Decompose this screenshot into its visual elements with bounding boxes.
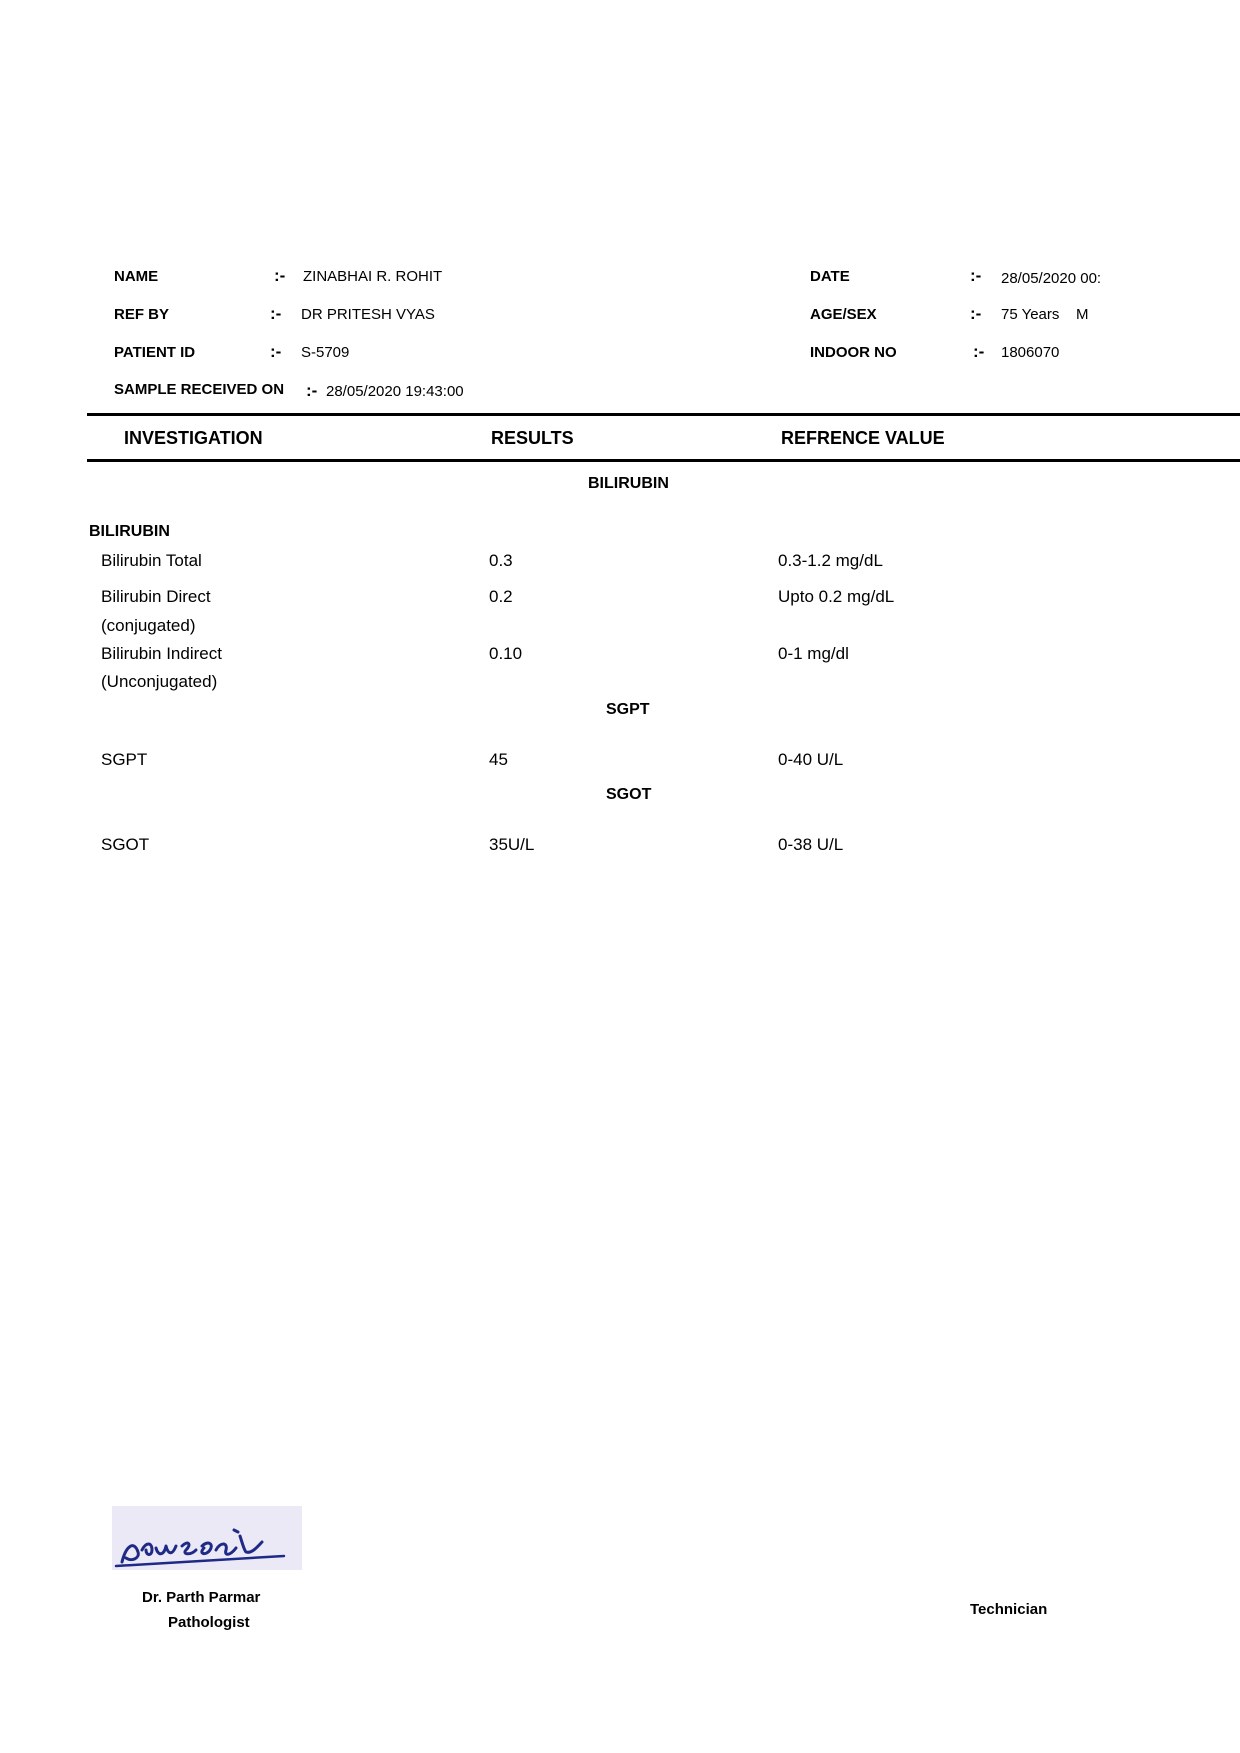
test-reference: 0-40 U/L — [778, 750, 844, 769]
indoor-no-label: INDOOR NO — [810, 344, 897, 361]
group-title-bilirubin: BILIRUBIN — [89, 523, 170, 540]
name-value: ZINABHAI R. ROHIT — [303, 268, 443, 285]
date-value: 28/05/2020 00: — [1001, 270, 1102, 287]
sample-received-separator: :- — [306, 381, 318, 400]
age-sex-label: AGE/SEX — [810, 306, 877, 323]
section-title-sgpt: SGPT — [606, 701, 650, 718]
age-sex-value: 75 Years M — [1001, 306, 1089, 323]
test-result: 35U/L — [489, 835, 535, 854]
test-reference: 0-1 mg/dl — [778, 644, 849, 663]
section-title-bilirubin: BILIRUBIN — [588, 475, 669, 492]
sample-received-label: SAMPLE RECEIVED ON — [114, 381, 285, 398]
ref-by-value: DR PRITESH VYAS — [301, 306, 435, 323]
date-separator: :- — [970, 266, 982, 285]
doctor-name: Dr. Parth Parmar — [142, 1589, 261, 1606]
header-top-rule — [87, 413, 1240, 416]
name-label: NAME — [114, 268, 159, 285]
age-sex-separator: :- — [970, 304, 982, 323]
test-result: 45 — [489, 750, 508, 769]
test-result: 0.2 — [489, 587, 513, 606]
test-name-detail: (conjugated) — [101, 616, 196, 635]
test-reference: 0-38 U/L — [778, 835, 844, 854]
header-bottom-rule — [87, 459, 1240, 462]
doctor-title: Pathologist — [168, 1614, 250, 1631]
date-label: DATE — [810, 268, 850, 285]
test-name: SGPT — [101, 750, 148, 769]
test-result: 0.10 — [489, 644, 523, 663]
section-title-sgot: SGOT — [606, 786, 652, 803]
patient-id-value: S-5709 — [301, 344, 350, 361]
indoor-no-value: 1806070 — [1001, 344, 1060, 361]
name-separator: :- — [274, 266, 286, 285]
ref-by-separator: :- — [270, 304, 282, 323]
patient-id-separator: :- — [270, 342, 282, 361]
test-name: Bilirubin Total — [101, 551, 202, 570]
test-name-detail: (Unconjugated) — [101, 672, 218, 691]
test-name: Bilirubin Direct — [101, 587, 211, 606]
indoor-no-separator: :- — [973, 342, 985, 361]
test-name: SGOT — [101, 835, 150, 854]
results-header: RESULTS — [491, 428, 574, 448]
reference-value-header: REFRENCE VALUE — [781, 428, 945, 448]
test-name: Bilirubin Indirect — [101, 644, 222, 663]
signature-icon — [112, 1506, 302, 1570]
technician-label: Technician — [970, 1601, 1048, 1618]
test-reference: Upto 0.2 mg/dL — [778, 587, 895, 606]
patient-id-label: PATIENT ID — [114, 344, 196, 361]
ref-by-label: REF BY — [114, 306, 170, 323]
sample-received-value: 28/05/2020 19:43:00 — [326, 383, 464, 400]
test-result: 0.3 — [489, 551, 513, 570]
investigation-header: INVESTIGATION — [124, 428, 263, 448]
signature-image — [112, 1506, 302, 1570]
test-reference: 0.3-1.2 mg/dL — [778, 551, 883, 570]
